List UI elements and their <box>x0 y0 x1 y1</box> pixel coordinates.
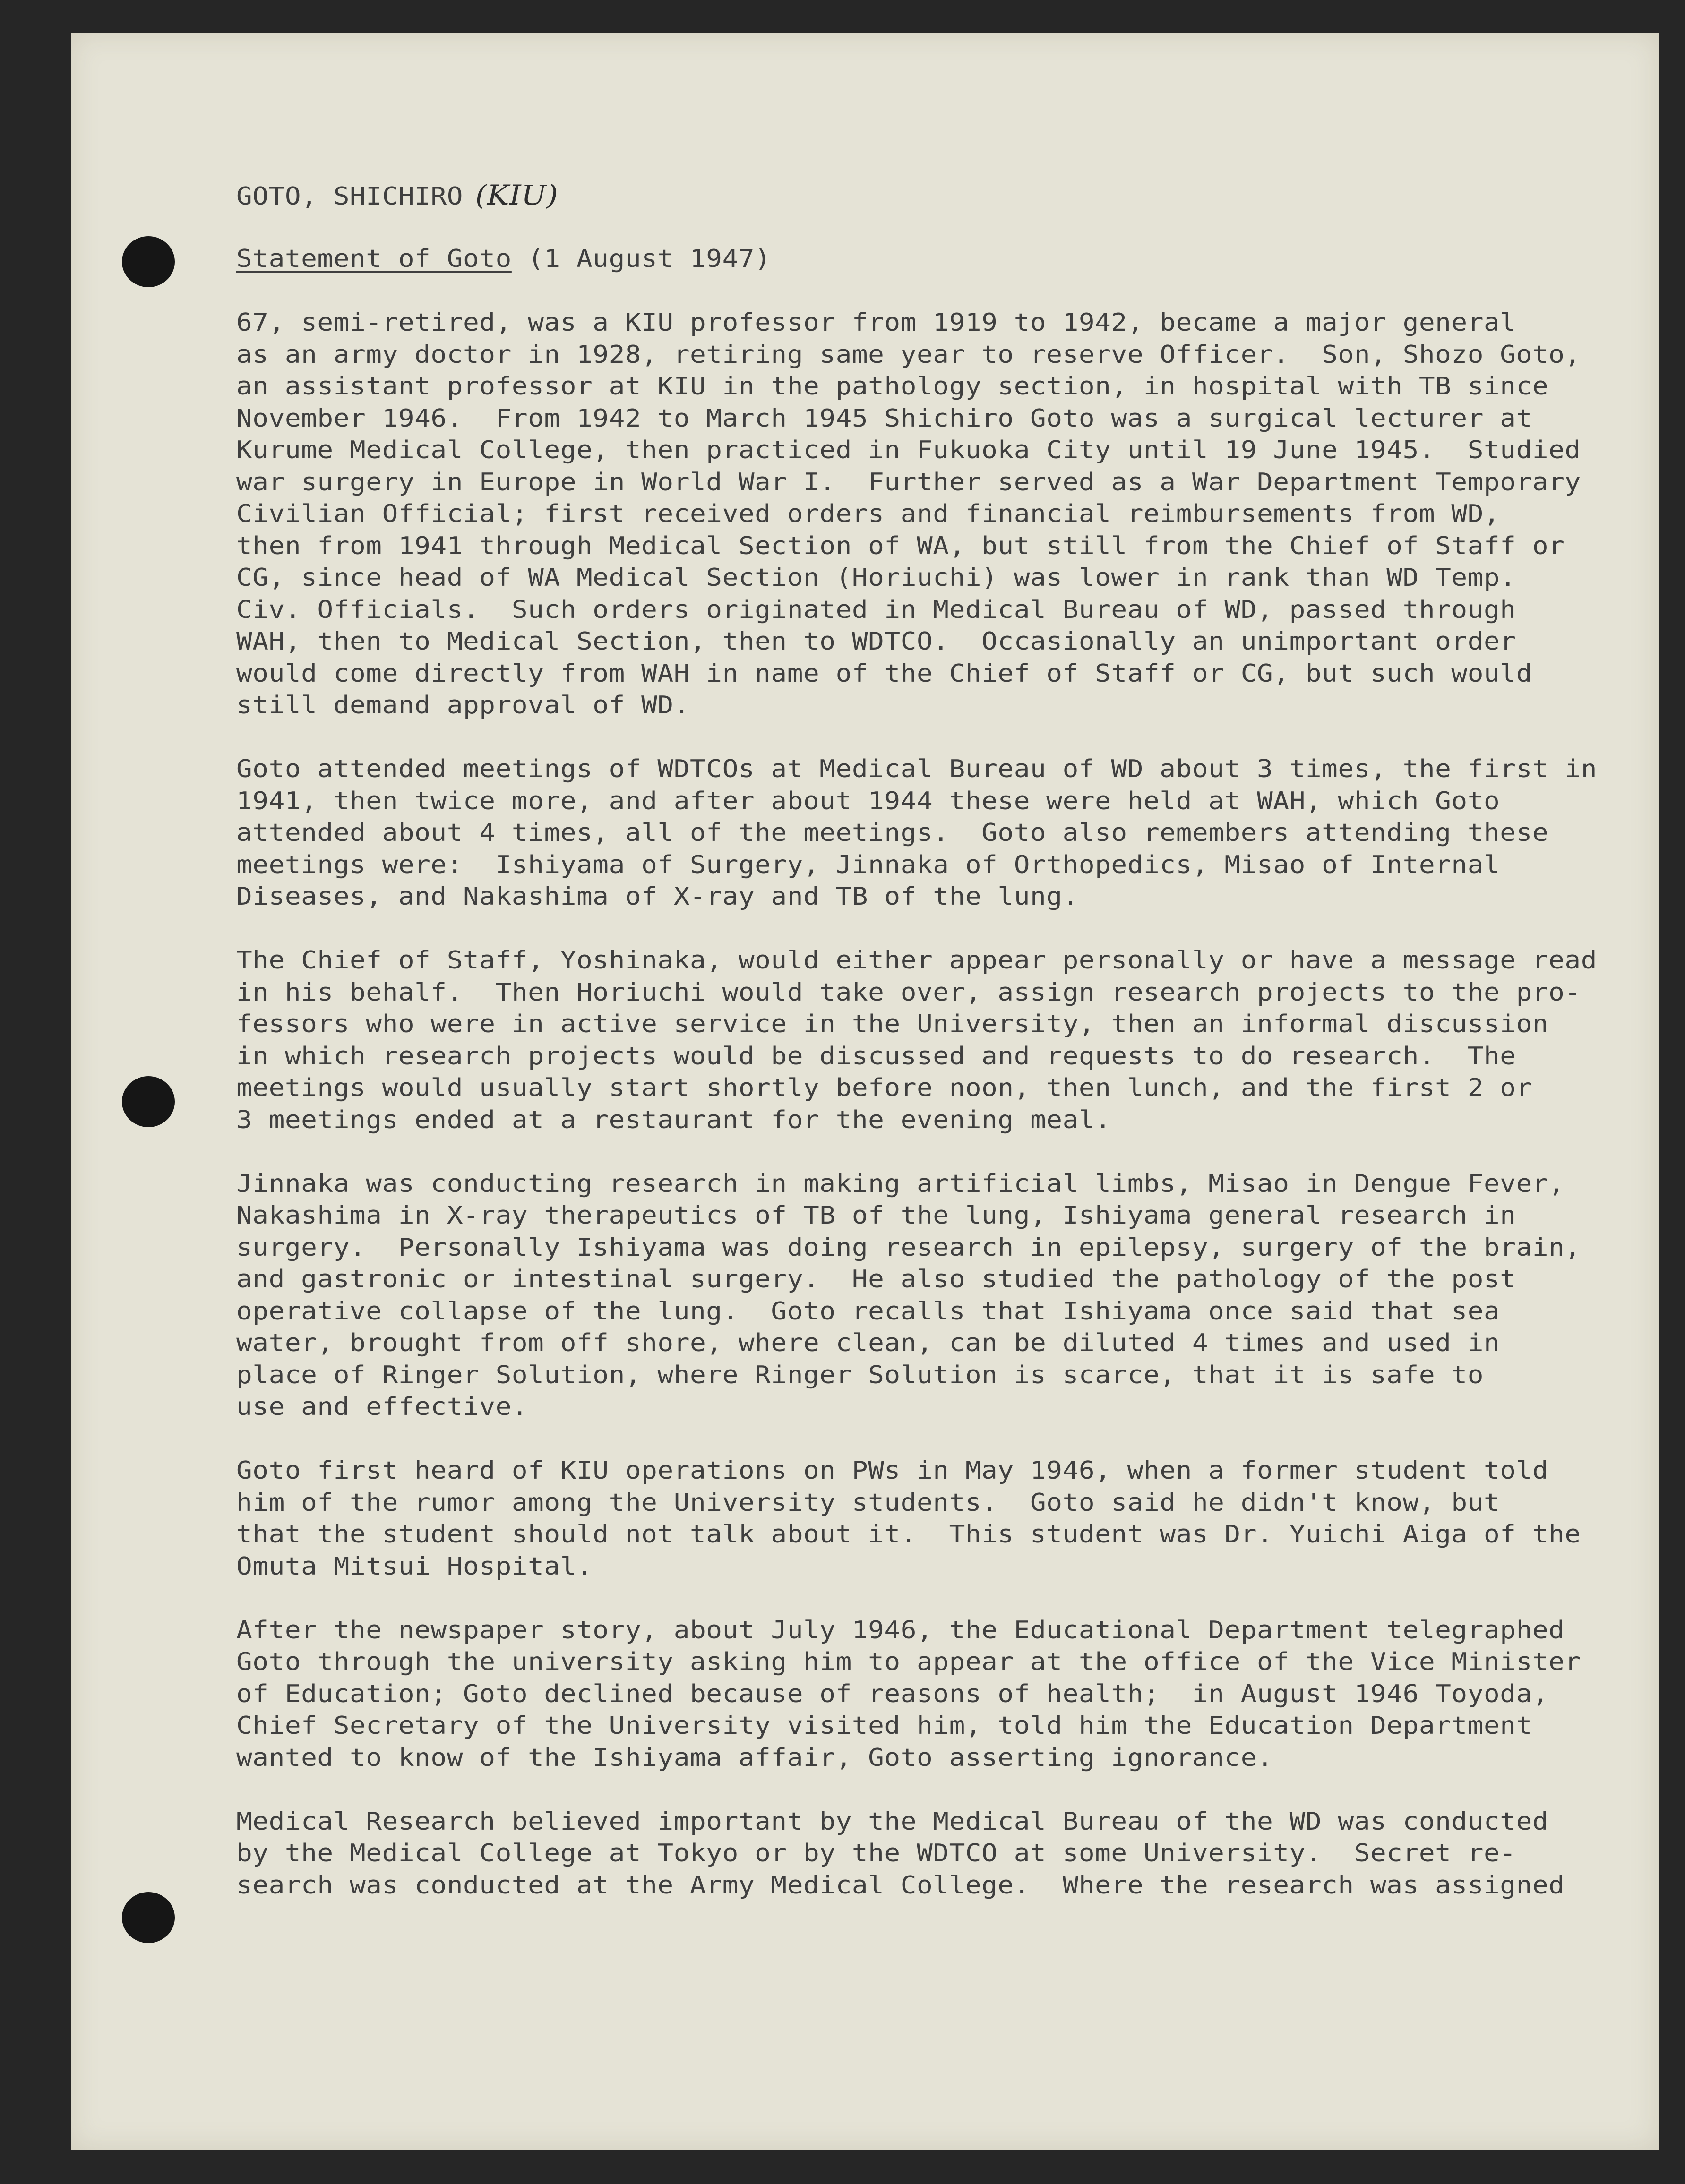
text-line: Omuta Mitsui Hospital. <box>236 1552 593 1581</box>
text-line: Medical Research believed important by the Medical Bureau of the WD was conducted <box>236 1807 1549 1836</box>
text-line: would come directly from WAH in name of the Chief of Staff or CG, but such would <box>236 659 1532 688</box>
text-line: Jinnaka was conducting research in making artificial limbs, Misao in Dengue Fever, <box>236 1169 1565 1198</box>
text-line: of Education; Goto declined because of reasons of health; in August 1946 Toyoda, <box>236 1679 1549 1708</box>
text-line: Kurume Medical College, then practiced in Fukuoka City until 19 June 1945. Studied <box>236 436 1581 464</box>
punch-hole-bottom <box>122 1892 175 1943</box>
text-line: then from 1941 through Medical Section of WA, but still from the Chief of Staff or <box>236 531 1565 560</box>
text-line: WAH, then to Medical Section, then to WDTCO. Occasionally an unimportant order <box>236 627 1516 656</box>
text-line: that the student should not talk about it. This student was Dr. Yuichi Aiga of the <box>236 1520 1581 1549</box>
handwritten-note: (KIU) <box>475 179 559 211</box>
punch-hole-top <box>122 236 175 287</box>
text-line: him of the rumor among the University students. Goto said he didn't know, but <box>236 1488 1500 1517</box>
person-name: GOTO, SHICHIRO <box>236 182 464 211</box>
text-line: 67, semi-retired, was a KIU professor from 1919 to 1942, became a major general <box>236 308 1516 337</box>
statement-date: (1 August 1947) <box>511 245 771 273</box>
text-line: wanted to know of the Ishiyama affair, Goto asserting ignorance. <box>236 1743 1273 1772</box>
text-line: attended about 4 times, all of the meetings. Goto also remembers attending these <box>236 819 1549 847</box>
document-body <box>236 180 1659 1901</box>
paragraph <box>236 945 1659 1136</box>
text-line: Civilian Official; first received orders and financial reimbursements from WD, <box>236 500 1500 528</box>
text-line: in his behalf. Then Horiuchi would take over, assign research projects to the pro- <box>236 978 1581 1007</box>
paragraph <box>236 1615 1659 1774</box>
text-line: an assistant professor at KIU in the pathology section, in hospital with TB since <box>236 372 1549 401</box>
text-line: search was conducted at the Army Medical College. Where the research was assigned <box>236 1871 1565 1900</box>
paragraph <box>236 1168 1659 1423</box>
paragraph <box>236 754 1659 913</box>
paragraph <box>236 307 1659 722</box>
text-line: After the newspaper story, about July 1946, the Educational Department telegraphed <box>236 1616 1565 1644</box>
text-line: CG, since head of WA Medical Section (Horiuchi) was lower in rank than WD Temp. <box>236 564 1516 592</box>
text-line: by the Medical College at Tokyo or by the WDTCO at some University. Secret re- <box>236 1839 1516 1867</box>
text-line: Civ. Officials. Such orders originated in Medical Bureau of WD, passed through <box>236 595 1516 624</box>
text-line: meetings were: Ishiyama of Surgery, Jinnaka of Orthopedics, Misao of Internal <box>236 850 1500 879</box>
text-line: use and effective. <box>236 1393 528 1421</box>
text-line: surgery. Personally Ishiyama was doing research in epilepsy, surgery of the brain, <box>236 1233 1581 1262</box>
text-line: as an army doctor in 1928, retiring same year to reserve Officer. Son, Shozo Goto, <box>236 340 1581 369</box>
text-line: Goto first heard of KIU operations on PWs in May 1946, when a former student told <box>236 1456 1549 1485</box>
document-header <box>236 180 1659 212</box>
text-line: The Chief of Staff, Yoshinaka, would either appear personally or have a message read <box>236 946 1598 975</box>
statement-subtitle <box>236 243 1659 275</box>
text-line: Goto attended meetings of WDTCOs at Medical Bureau of WD about 3 times, the first in <box>236 755 1598 783</box>
text-line: still demand approval of WD. <box>236 691 690 719</box>
text-line: Chief Secretary of the University visited him, told him the Education Department <box>236 1712 1532 1740</box>
text-line: Goto through the university asking him to appear at the office of the Vice Minister <box>236 1648 1581 1676</box>
text-line: operative collapse of the lung. Goto recalls that Ishiyama once said that sea <box>236 1297 1500 1326</box>
statement-title: Statement of Goto <box>236 245 512 273</box>
text-line: fessors who were in active service in the University, then an informal discussion <box>236 1010 1549 1038</box>
paper-sheet <box>71 33 1659 2150</box>
text-line: meetings would usually start shortly before noon, then lunch, and the first 2 or <box>236 1074 1532 1102</box>
punch-hole-middle <box>122 1076 175 1127</box>
text-line: November 1946. From 1942 to March 1945 Shichiro Goto was a surgical lecturer at <box>236 404 1532 433</box>
text-line: Diseases, and Nakashima of X-ray and TB of the lung. <box>236 882 1079 911</box>
text-line: 1941, then twice more, and after about 1944 these were held at WAH, which Goto <box>236 787 1500 815</box>
text-line: Nakashima in X-ray therapeutics of TB of the lung, Ishiyama general research in <box>236 1201 1516 1230</box>
text-line: in which research projects would be discussed and requests to do research. The <box>236 1042 1516 1071</box>
text-line: war surgery in Europe in World War I. Further served as a War Department Temporary <box>236 468 1581 497</box>
paragraphs <box>236 307 1659 1901</box>
text-line: water, brought from off shore, where clean, can be diluted 4 times and used in <box>236 1329 1500 1357</box>
text-line: place of Ringer Solution, where Ringer Solution is scarce, that it is safe to <box>236 1361 1484 1389</box>
text-line: 3 meetings ended at a restaurant for the evening meal. <box>236 1105 1111 1134</box>
paragraph <box>236 1455 1659 1583</box>
text-line: and gastronic or intestinal surgery. He also studied the pathology of the post <box>236 1265 1516 1293</box>
paragraph <box>236 1806 1659 1902</box>
